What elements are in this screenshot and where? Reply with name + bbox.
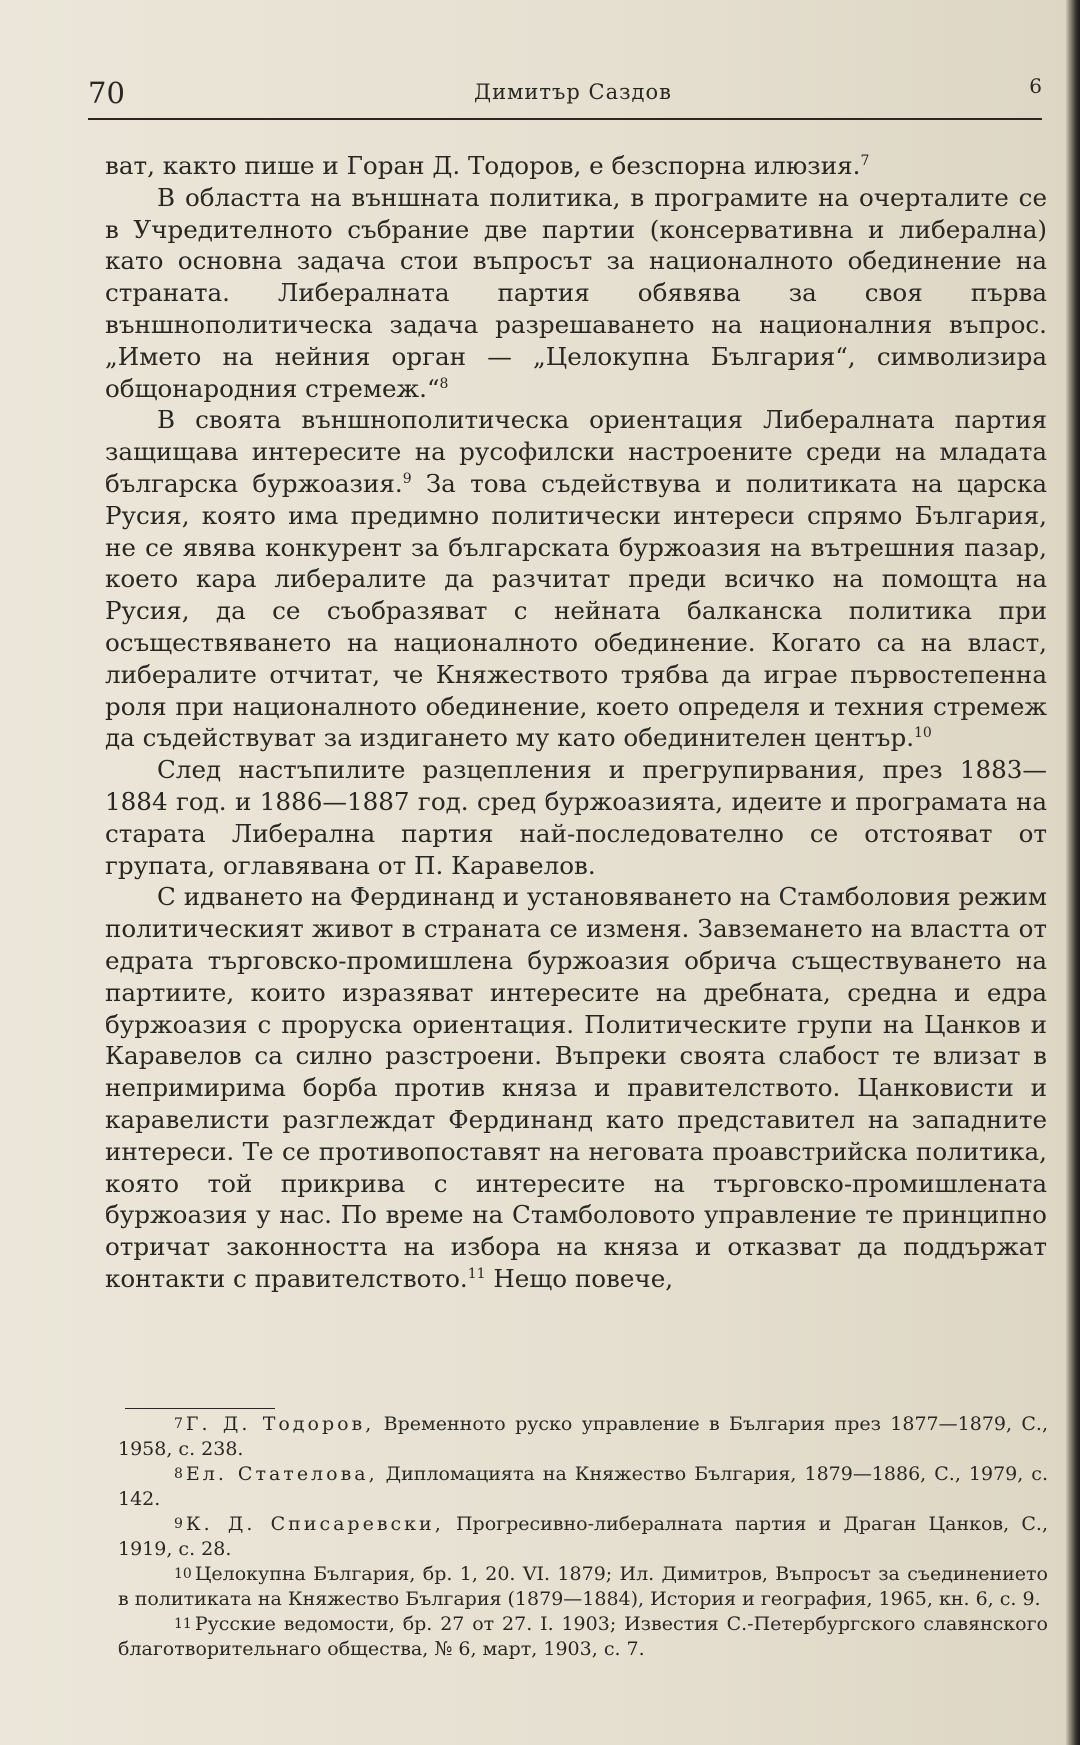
footnote-number: 8 — [174, 1466, 183, 1482]
page-edge-shadow — [1066, 0, 1080, 1745]
header-rule — [88, 118, 1042, 120]
running-head: Димитър Саздов — [474, 80, 672, 104]
footnote-ref: 9 — [402, 470, 412, 487]
paragraph-text: ват, както пише и Горан Д. Тодоров, е безспорна илюзия. — [105, 151, 861, 180]
paragraph — [105, 182, 1047, 405]
paragraph-text: След настъпилите разцепления и прегрупирвания, през 1883—1884 год. и 1886—1887 год. сред буржоазията, идеите и програмата на старата Либерална партия най-последователно се отстояват от групата, оглавявана от П. Каравелов. — [105, 755, 1047, 880]
page-header — [88, 76, 1048, 116]
paragraph-text: Нещо повече, — [485, 1263, 674, 1293]
footnotes — [118, 1412, 1048, 1662]
paragraph — [105, 754, 1047, 881]
footnote-text: Дипломацията на Княжество България, 1879—1886, С., 1979, с. 142. — [118, 1463, 1048, 1510]
footnote-text: Временното руско управление в България през 1877—1879, С., 1958, с. 238. — [118, 1413, 1048, 1460]
footnote — [118, 1612, 1048, 1662]
paragraph — [105, 404, 1047, 754]
footnote-ref: 8 — [439, 375, 449, 392]
footnote-ref: 7 — [860, 153, 870, 169]
page-number: 70 — [88, 76, 125, 110]
paragraph-text: За това съдействува и политиката на царска Русия, която има предимно политически интереси спрямо България, не се явява конкурент за българската буржоазия на вътрешния пазар, което кара либералите да разчитат преди всичко на помощта на Русия, да се съобразяват с нейната балканска политика при осъществяването на националното обединение. Когато са на власт, либералите отчитат, че Княжеството трябва да играе първостепенна роля при националното обединение, което определя и техния стремеж да съдействуват за издигането му като обединителен център. — [105, 468, 1047, 753]
paragraph-text: В областта на външната политика, в програмите на очерталите се в Учредителното събрание две партии (консервативна и либерална) като основна задача стои въпросът за националното обединение на страната. Либералната партия обявява за своя първа външнополитическа задача разрешаването на националния въпрос. „Името на нейния орган — „Целокупна България“, символизира общонародния стремеж.“ — [105, 182, 1047, 403]
paragraph-text: С идването на Фердинанд и установяването на Стамболовия режим политическият живот в страната се изменя. Завземането на властта от едрата търговско-промишлена буржоазия обрича съществуването на партиите, които изразяват интересите на дребната, средна и едра буржоазия с проруска ориентация. Политическите групи на Цанков и Каравелов са силно разстроени. Въпреки своята слабост те влизат в непримирима борба против княза и правителството. Цанковисти и каравелисти разглеждат Фердинанд като представител на западните интереси. Те се противопоставят на неговата проавстрийска политика, която той прикрива с интересите на търговско-промишлената буржоазия у нас. По време на Стамболовото управление те принципно отричат законността на избора на княза и отказват да поддържат контакти с правителството. — [105, 882, 1047, 1293]
footnote — [118, 1512, 1048, 1562]
signature-mark: 6 — [1029, 74, 1042, 98]
footnote — [118, 1462, 1048, 1512]
footnote-author: Г. Д. Тодоров, — [185, 1413, 375, 1435]
footnote-author: Ел. Стателова, — [185, 1463, 378, 1485]
main-text — [105, 150, 1047, 1295]
paragraph — [105, 150, 1047, 182]
footnote-text: Целокупна България, бр. 1, 20. VI. 1879; Ил. Димитров, Въпросът за съединението в политиката на Княжество България (1879—1884), История и география, 1965, кн. 6, с. 9. — [118, 1563, 1048, 1610]
paragraph-text: В своята външнополитическа ориентация Либералната партия защищава интересите на русофилски настроените среди на младата българска буржоазия. — [105, 405, 1047, 498]
footnote-author: К. Д. Списаревски, — [185, 1513, 444, 1535]
footnote-number: 11 — [174, 1616, 192, 1632]
footnote — [118, 1412, 1048, 1462]
footnote-rule — [125, 1408, 275, 1409]
footnote — [118, 1562, 1048, 1612]
footnote-ref: 10 — [914, 725, 932, 742]
footnote-number: 10 — [174, 1566, 192, 1582]
footnote-ref: 11 — [467, 1265, 486, 1282]
paragraph — [105, 881, 1047, 1294]
footnote-text: Прогресивно-либералната партия и Драган Цанков, С., 1919, с. 28. — [118, 1513, 1048, 1560]
footnote-number: 7 — [174, 1416, 183, 1432]
footnote-number: 9 — [174, 1516, 183, 1532]
footnote-text: Русские ведомости, бр. 27 от 27. I. 1903; Известия С.-Петербургского славянского благотворительнаго общества, № 6, март, 1903, с. 7. — [118, 1613, 1048, 1660]
